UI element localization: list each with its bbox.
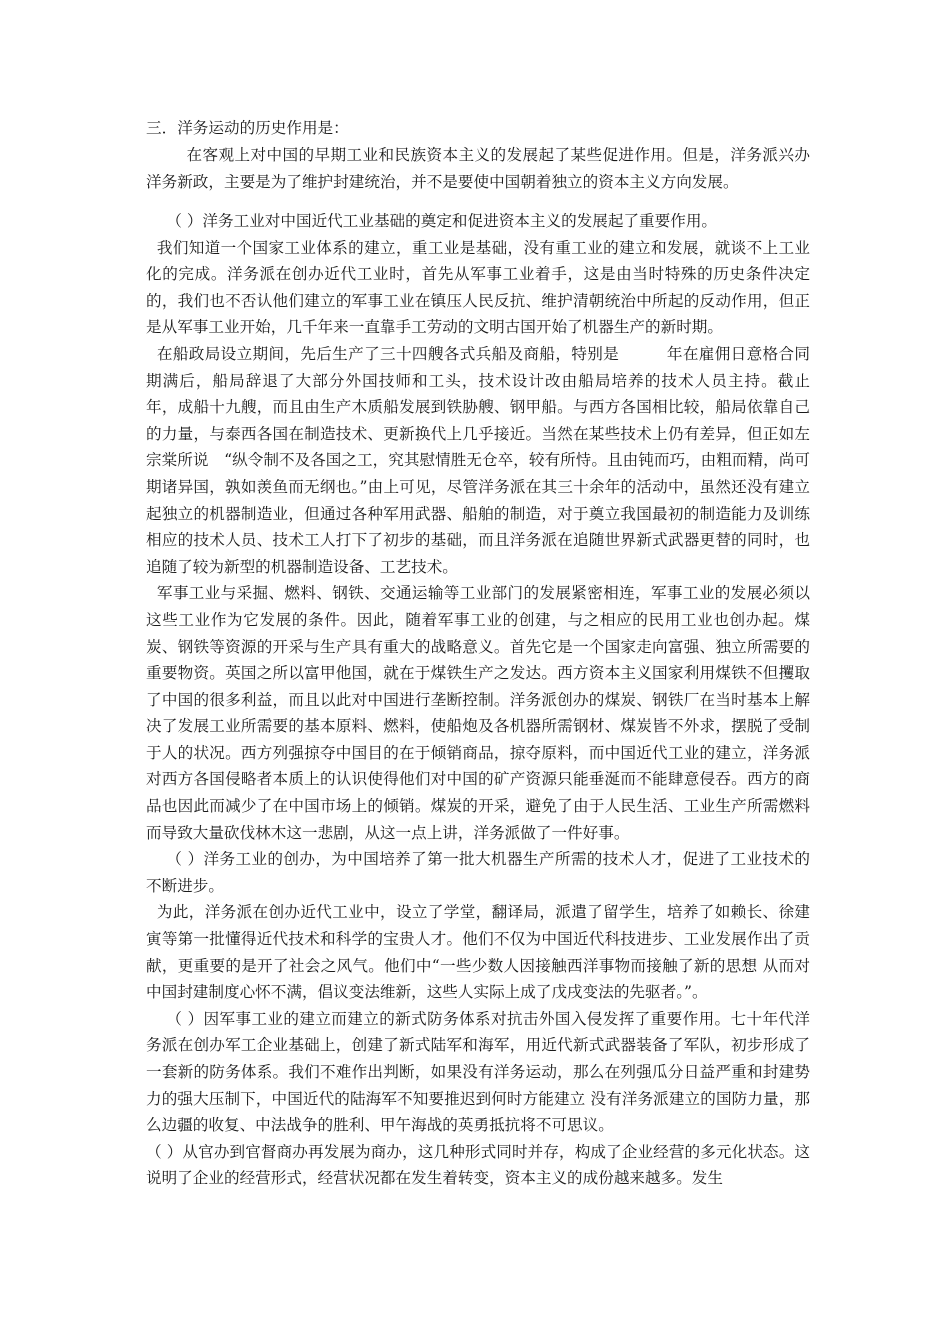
intro-block (146, 142, 810, 195)
paragraph-talent: 为此，洋务派在创办近代工业中，设立了学堂，翻译局，派遣了留学生，培养了如赖长、徐建寅等第一批懂得近代技术和科学的宝贵人才。他们不仅为中国近代科技进步、工业发展作出了贡献，更重要的是开了社会之风气。他们中“一些少数人因接触西洋事物而接触了新的思想 从而对中国封建制度心怀不满，倡议变法维新，这些人实际上成了戊戌变法的先驱者。”。 (146, 903, 810, 1002)
paragraph-point-4: （ ）从官办到官督商办再发展为商办，这几种形式同时并存，构成了企业经营的多元化状态。这说明了企业的经营形式，经营状况都在发生着转变，资本主义的成份越来越多。发生 (146, 1142, 810, 1188)
heading-text: 三．洋务运动的历史作用是： (146, 119, 349, 137)
paragraph-point-1: （ ）洋务工业对中国近代工业基础的奠定和促进资本主义的发展起了重要作用。 (166, 212, 718, 230)
paragraph-mining-steel: 军事工业与采掘、燃料、钢铁、交通运输等工业部门的发展紧密相连，军事工业的发展必须以这些工业作为它发展的条件。因此，随着军事工业的创建，与之相应的民用工业也创办起。煤炭、钢铁等资源的开采与生产具有重大的战略意义。首先它是一个国家走向富强、独立所需要的重要物资。英国之所以富甲他国，就在于煤铁生产之发达。西方资本主义国家利用煤铁不但攫取了中国的很多利益，而且以此对中国进行垄断控制。洋务派创办的煤炭、钢铁厂在当时基本上解决了发展工业所需要的基本原料、燃料，使船炮及各机器所需钢材、煤炭皆不外求，摆脱了受制于人的状况。西方列强掠夺中国目的在于倾销商品，掠夺原料，而中国近代工业的建立，洋务派对西方各国侵略者本质上的认识使得他们对中国的矿产资源只能垂涎而不能肆意侵吞。西方的商品也因此而减少了在中国市场上的倾销。煤炭的开采，避免了由于人民生活、工业生产所需燃料而导致大量砍伐林木这一悲剧，从这一点上讲，洋务派做了一件好事。 (146, 584, 810, 842)
paragraph-shipyard: 在船政局设立期间，先后生产了三十四艘各式兵船及商船，特别是 年在雇佣日意格合同期满后，船局辞退了大部分外国技师和工头，技术设计改由船局培养的技术人员主持。截止 年，成船十九艘，而且由生产木质船发展到铁胁艘、钢甲船。与西方各国相比较，船局依靠自己的力量，与泰西各国在制造技术、更新换代上几乎接近。当然在某些技术上仍有差异，但正如左宗棠所说 “纵令制不及各国之工，究其慰情胜无仓卒，较有所恃。且由钝而巧，由粗而精，尚可期诸异国，孰如羡鱼而无纲也。”由上可见，尽管洋务派在其三十余年的活动中，虽然还没有建立起独立的机器制造业，但通过各种军用武器、船舶的制造，对于奠立我国最初的制造能力及训练相应的技术人员、技术工人打下了初步的基础，而且洋务派在追随世界新式武器更替的同时，也追随了较为新型的机器制造设备、工艺技术。 (146, 344, 857, 576)
intro-paragraph: 在客观上对中国的早期工业和民族资本主义的发展起了某些促进作用。但是，洋务派兴办洋务新政，主要是为了维护封建统治，并不是要使中国朝着独立的资本主义方向发展。 (146, 146, 810, 191)
paragraph-point-3: （ ）因军事工业的建立而建立的新式防务体系对抗击外国入侵发挥了重要作用。七十年代洋务派在创办军工企业基础上，创建了新式陆军和海军，用近代新式武器装备了军队，初步形成了一套新的防务体系。我们不难作出判断，如果没有洋务运动，那么在列强瓜分日益严重和封建势力的强大压制下，中国近代的陆海军不知要推迟到何时方能建立 没有洋务派建立的国防力量，那么边疆的收复、中法战争的胜利、甲午海战的英勇抵抗将不可思议。 (146, 1009, 810, 1135)
section-heading (146, 115, 810, 142)
body-block (146, 208, 857, 1192)
paragraph-point-2: （ ）洋务工业的创办，为中国培养了第一批大机器生产所需的技术人才，促进了工业技术的不断进步。 (146, 850, 810, 895)
paragraph-heavy-industry: 我们知道一个国家工业体系的建立，重工业是基础，没有重工业的建立和发展，就谈不上工业化的完成。洋务派在创办近代工业时，首先从军事工业着手，这是由当时特殊的历史条件决定的，我们也不否认他们建立的军事工业在镇压人民反抗、维护清朝统治中所起的反动作用，但正是从军事工业开始，几千年来一直靠手工劳动的文明古国开始了机器生产的新时期。 (146, 238, 810, 337)
